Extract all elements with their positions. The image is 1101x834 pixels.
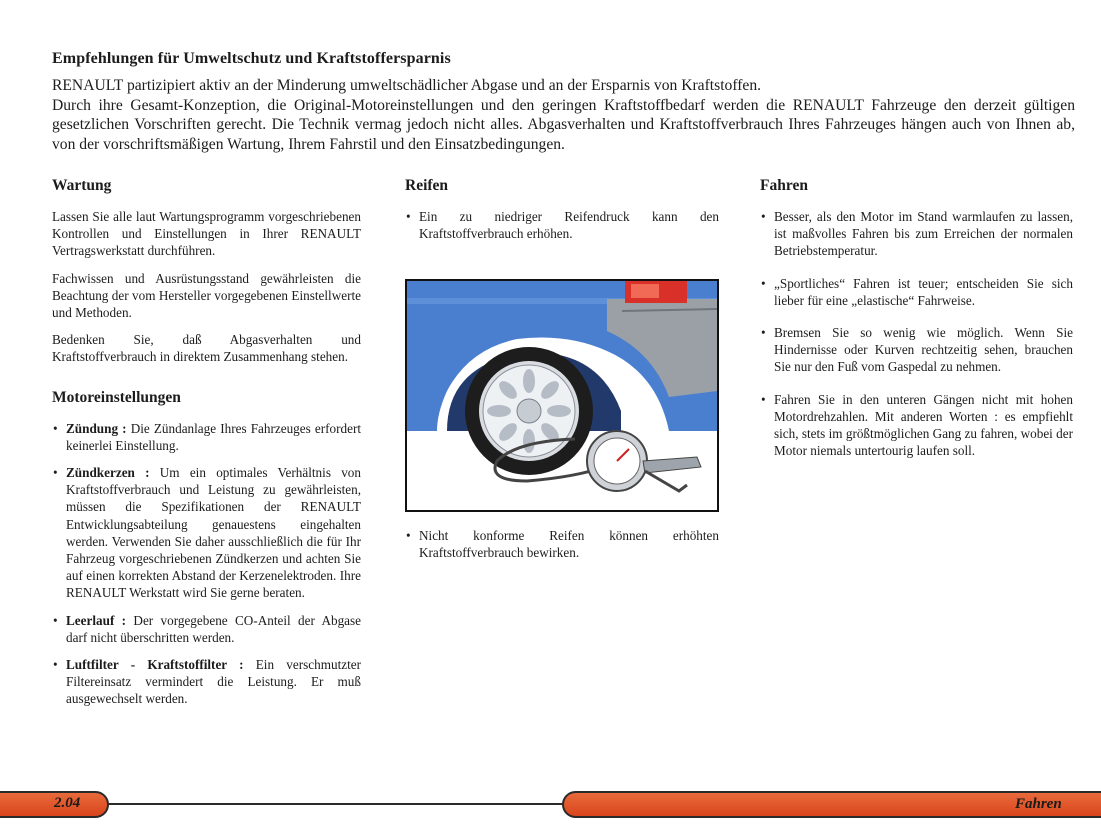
page-number: 2.04 bbox=[54, 795, 81, 811]
caption-item: • Nicht konforme Reifen können erhöhten Kraftstoffverbrauch bewirken. bbox=[405, 527, 719, 561]
list-item-leerlauf bbox=[52, 612, 361, 646]
column-wartung-motor bbox=[52, 176, 361, 718]
fahren-list bbox=[760, 208, 1073, 459]
term-zuendung: Zündung : bbox=[66, 420, 127, 436]
term-filter: Luftfilter - Kraftstoffilter : bbox=[66, 657, 244, 673]
list-item-zuendkerzen bbox=[52, 464, 361, 602]
list-item-bremsen: • Bremsen Sie so wenig wie möglich. Wenn Sie Hindernisse oder Kurven rechtzeitig sehen, brauchen Sie nur den Fuß vom Gaspedal zu nehmen. bbox=[760, 324, 1073, 376]
column-fahren bbox=[760, 176, 1073, 474]
list-item-warmlaufen: • Besser, als den Motor im Stand warmlaufen zu lassen, ist maßvolles Fahren bis zum Erreichen der normalen Betriebstemperatur. bbox=[760, 208, 1073, 260]
text-filter: Ein verschmutzter Filtereinsatz vermindert die Leistung. Er muß ausgewechselt werden. bbox=[66, 657, 361, 707]
car-wheel-gauge-image bbox=[407, 281, 717, 510]
term-zuendkerzen: Zündkerzen : bbox=[66, 465, 150, 481]
section-label: Fahren bbox=[1015, 796, 1062, 812]
motor-list bbox=[52, 420, 361, 708]
list-item-zuendung bbox=[52, 420, 361, 454]
caption-list bbox=[405, 527, 719, 561]
heading-motoreinstellungen: Motoreinstellungen bbox=[52, 388, 181, 406]
figure-caption bbox=[405, 527, 719, 561]
column-reifen bbox=[405, 176, 719, 252]
term-leerlauf: Leerlauf : bbox=[66, 612, 127, 628]
wartung-paragraph: Lassen Sie alle laut Wartungsprogramm vorgeschriebenen Kontrollen und Einstellungen in Ihrer RENAULT Vertragswerkstatt durchführen. bbox=[52, 209, 361, 259]
intro-text bbox=[52, 76, 1075, 155]
list-item-gaenge: • Fahren Sie in den unteren Gängen nicht mit hohen Motordrehzahlen. Mit anderen Worten : es empfiehlt sich, stets im größtmöglichen Gang zu fahren, wobei der Motor niemals untertourig laufen soll. bbox=[760, 391, 1073, 460]
page-title: Empfehlungen für Umweltschutz und Kraftstoffersparnis bbox=[52, 50, 451, 67]
list-item-reifendruck: • Ein zu niedriger Reifendruck kann den Kraftstoffverbrauch erhöhen. bbox=[405, 208, 719, 242]
wartung-paragraph: Fachwissen und Ausrüstungsstand gewährleisten die Beachtung der vom Hersteller vorgegebenen Einstellwerte und Methoden. bbox=[52, 270, 361, 321]
text-zuendung: Die Zündanlage Ihres Fahrzeuges erfordert keinerlei Einstellung. bbox=[66, 420, 362, 453]
reifen-list bbox=[405, 208, 719, 242]
heading-reifen: Reifen bbox=[405, 177, 449, 194]
heading-wartung: Wartung bbox=[52, 177, 112, 194]
wartung-paragraph: Bedenken Sie, daß Abgasverhalten und Kraftstoffverbrauch in direktem Zusammenhang stehen. bbox=[52, 332, 361, 365]
intro-paragraph-2: Durch ihre Gesamt-Konzeption, die Original-Motoreinstellungen und den geringen Kraftstoffbedarf werden die RENAULT Fahrzeuge den derzeit gültigen gesetzlichen Vorschriften gerecht. Die Technik vermag jedoch nicht alles. Abgasverhalten und Kraftstoffverbrauch Ihres Fahrzeuges hängen auch von Ihnen ab, von der vorschriftsmäßigen Wartung, Ihrem Fahrstil und den Einsatzbedingungen. bbox=[52, 96, 1075, 154]
list-item-fahrweise: • „Sportliches“ Fahren ist teuer; entscheiden Sie sich lieber für eine „elastische“ Fahrweise. bbox=[760, 275, 1073, 309]
text-zuendkerzen: Um ein optimales Verhältnis von Kraftstoffverbrauch und Leistung zu gewährleisten, müssen die Spezifikationen der RENAULT Entwicklungsabteilung genauestens eingehalten werden. Verwenden Sie daher ausschließlich die für Ihr Fahrzeug vorgeschriebenen Zündkerzen und achten Sie auf einen korrekten Abstand der Kerzenelektroden. Ihre RENAULT Werkstatt wird Sie gerne beraten. bbox=[66, 465, 361, 601]
heading-fahren: Fahren bbox=[760, 177, 808, 194]
text-leerlauf: Der vorgegebene CO-Anteil der Abgase darf nicht überschritten werden. bbox=[66, 612, 362, 645]
intro-paragraph-1: RENAULT partizipiert aktiv an der Minderung umweltschädlicher Abgase und an der Ersparnis von Kraftstoffen. bbox=[52, 77, 762, 94]
list-item-filter bbox=[52, 656, 361, 708]
tire-pressure-illustration bbox=[405, 279, 719, 512]
